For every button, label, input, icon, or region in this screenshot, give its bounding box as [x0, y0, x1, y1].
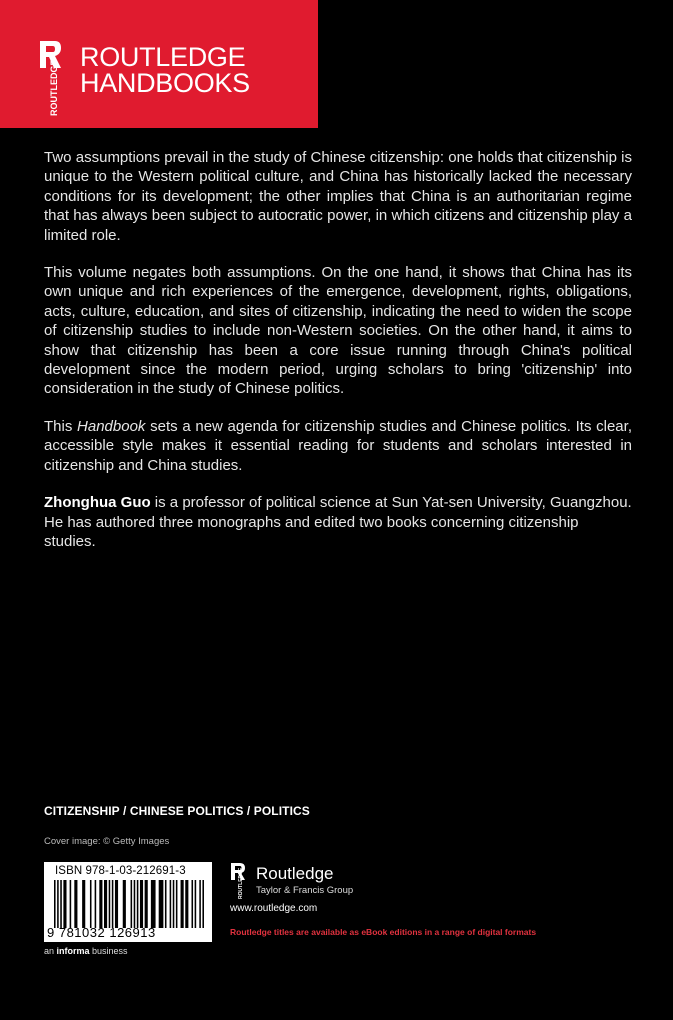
barcode-bars-icon	[54, 880, 204, 928]
barcode-bar	[151, 880, 156, 928]
barcode-bar	[202, 880, 204, 928]
publisher-group: Taylor & Francis Group	[256, 885, 354, 896]
barcode-bar	[95, 880, 97, 928]
barcode-bar	[112, 880, 114, 928]
description-paragraph-1: Two assumptions prevail in the study of Chinese citizenship: one holds that citizenship is unique to the Western political culture, and China has historically lacked the necessary conditions for its development; the other implies that China is an authoritarian regime that has always been subject to autocratic power, in which citizens and citizenship play a limited role.	[44, 149, 632, 244]
series-title-line1: ROUTLEDGE	[80, 42, 246, 72]
description-paragraph-3	[44, 417, 632, 475]
author-bio-text: is a professor of political science at Sun Yat-sen University, Guangzhou. He has authored three monographs and edited two books concerning citizenship studies.	[44, 494, 632, 550]
barcode-bar	[109, 880, 111, 928]
publisher-logo-icon	[230, 862, 246, 900]
barcode-digit-text: 9 781032 126913	[47, 925, 156, 940]
series-banner	[0, 0, 318, 128]
barcode-bar	[145, 880, 148, 928]
barcode-bar	[63, 880, 66, 928]
barcode-bar	[54, 880, 56, 928]
barcode-bar	[74, 880, 77, 928]
informa-bold: informa	[56, 946, 90, 956]
barcode-bar	[104, 880, 107, 928]
ebook-availability-note: Routledge titles are available as eBook editions in a range of digital formats	[230, 927, 537, 937]
isbn-barcode	[44, 862, 212, 942]
isbn-number: ISBN 978-1-03-212691-3	[55, 865, 186, 877]
publisher-website-link[interactable]: www.routledge.com	[230, 903, 318, 914]
informa-prefix: an	[44, 946, 57, 956]
barcode-bar	[137, 880, 139, 928]
barcode-bar	[185, 880, 188, 928]
publisher-name: Routledge	[256, 864, 334, 883]
barcode-bar	[70, 880, 72, 928]
cover-image-credit: Cover image: © Getty Images	[44, 836, 170, 847]
barcode-bar	[173, 880, 175, 928]
subject-categories: CITIZENSHIP / CHINESE POLITICS / POLITICS	[44, 804, 310, 818]
barcode-bar	[90, 880, 92, 928]
barcode-bar	[115, 880, 118, 928]
author-bio	[44, 493, 632, 551]
routledge-logo-icon	[37, 38, 63, 118]
barcode-bar	[192, 880, 194, 928]
p3-rest: sets a new agenda for citizenship studies and Chinese politics. Its clear, accessible style makes it essential reading for students and scholars interested in citizenship and China studies.	[44, 417, 632, 474]
barcode-bar	[57, 880, 59, 928]
description-paragraph-2: This volume negates both assumptions. On the one hand, it shows that China has its own unique and rich experiences of the emergence, development, rights, obligations, acts, culture, education, and sites of citizenship, indicating the need to widen the scope of citizenship studies to include non-Western societies. On the other hand, it aims to show that citizenship has been a core issue running through China's political development since the modern period, urging scholars to bring 'citizenship' into consideration in the study of Chinese politics.	[44, 264, 632, 398]
back-cover-description	[44, 148, 632, 569]
barcode-bar	[195, 880, 197, 928]
barcode-bar	[170, 880, 172, 928]
barcode-bar	[165, 880, 167, 928]
barcode-bar	[123, 880, 126, 928]
informa-business	[44, 946, 128, 956]
p3-lead: This	[44, 417, 78, 435]
barcode-bar	[159, 880, 164, 928]
informa-suffix: business	[89, 946, 128, 956]
series-title-line2: HANDBOOKS	[80, 68, 250, 98]
barcode-bar	[60, 880, 62, 928]
logo-vertical-text: ROUTLEDGE	[49, 59, 59, 116]
barcode-bar	[176, 880, 178, 928]
barcode-bar	[199, 880, 201, 928]
author-name: Zhonghua Guo	[44, 494, 151, 512]
handbook-italic: Handbook	[77, 417, 146, 435]
barcode-bar	[82, 880, 85, 928]
barcode-bar	[134, 880, 136, 928]
barcode-bar	[131, 880, 133, 928]
barcode-bar	[181, 880, 184, 928]
barcode-bar	[99, 880, 102, 928]
barcode-bar	[140, 880, 143, 928]
publisher-logo-vertical-text: ROUTLEDGE	[238, 867, 244, 899]
